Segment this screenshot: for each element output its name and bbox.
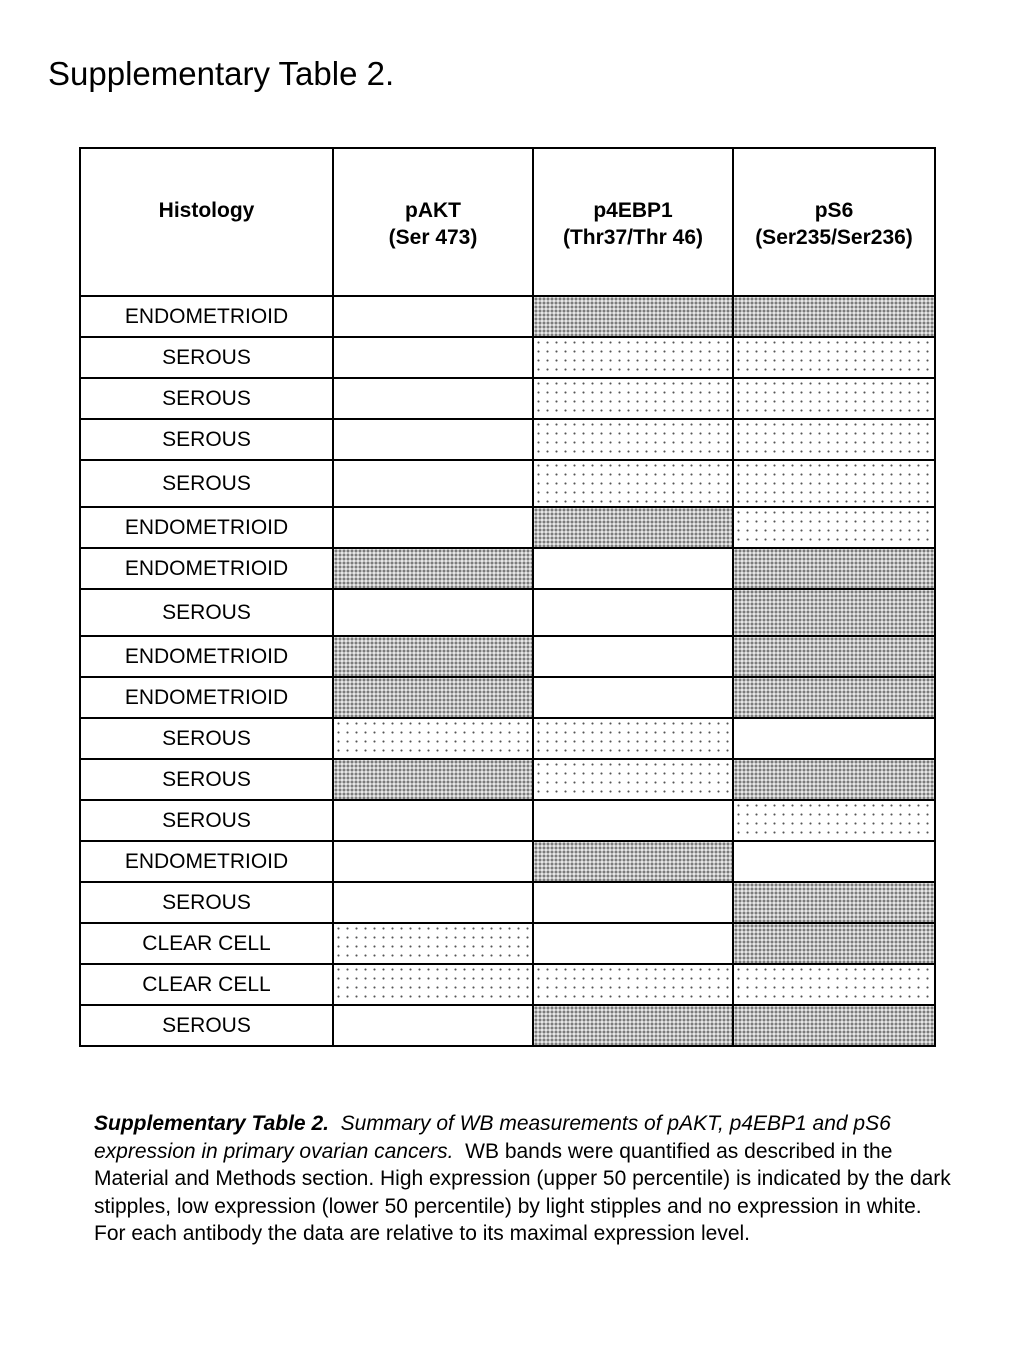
histology-cell: SEROUS [80,460,333,507]
table-row [80,296,935,337]
header-p4ebp1-name: p4EBP1 [593,199,673,222]
ps6-expression-cell [733,636,935,677]
histology-cell: CLEAR CELL [80,923,333,964]
ps6-expression-cell [733,296,935,337]
table-row [80,964,935,1005]
p4ebp1-expression-cell [533,507,733,548]
table-row [80,882,935,923]
histology-cell: ENDOMETRIOID [80,677,333,718]
p4ebp1-expression-cell [533,1005,733,1046]
table-row [80,378,935,419]
ps6-expression-cell [733,419,935,460]
p4ebp1-expression-cell [533,419,733,460]
header-pakt-site: (Ser 473) [388,226,478,249]
pakt-expression-cell [333,337,533,378]
histology-cell: SEROUS [80,589,333,636]
ps6-expression-cell [733,841,935,882]
pakt-expression-cell [333,882,533,923]
p4ebp1-expression-cell [533,759,733,800]
header-ps6-site: (Ser235/Ser236) [755,226,913,249]
pakt-expression-cell [333,636,533,677]
pakt-expression-cell [333,589,533,636]
table-row [80,507,935,548]
header-histology [80,148,333,296]
histology-cell: ENDOMETRIOID [80,296,333,337]
pakt-expression-cell [333,718,533,759]
ps6-expression-cell [733,718,935,759]
table-header-row [80,148,935,296]
table-row [80,800,935,841]
caption-lead: Supplementary Table 2. [94,1112,329,1135]
histology-cell: SEROUS [80,378,333,419]
table-row [80,589,935,636]
table-row [80,718,935,759]
ps6-expression-cell [733,589,935,636]
table-caption [94,1110,954,1248]
table-row [80,841,935,882]
pakt-expression-cell [333,378,533,419]
pakt-expression-cell [333,419,533,460]
table-row [80,759,935,800]
p4ebp1-expression-cell [533,964,733,1005]
expression-table [79,147,936,1047]
header-p4ebp1-site: (Thr37/Thr 46) [562,226,704,249]
pakt-expression-cell [333,759,533,800]
ps6-expression-cell [733,1005,935,1046]
p4ebp1-expression-cell [533,841,733,882]
table-row [80,548,935,589]
p4ebp1-expression-cell [533,460,733,507]
header-ps6-name: pS6 [814,199,854,222]
page-title: Supplementary Table 2. [48,55,395,92]
histology-cell: SEROUS [80,882,333,923]
ps6-expression-cell [733,507,935,548]
p4ebp1-expression-cell [533,378,733,419]
pakt-expression-cell [333,548,533,589]
pakt-expression-cell [333,800,533,841]
histology-cell: SEROUS [80,718,333,759]
histology-cell: ENDOMETRIOID [80,548,333,589]
histology-cell: SEROUS [80,759,333,800]
ps6-expression-cell [733,677,935,718]
ps6-expression-cell [733,923,935,964]
table-row [80,636,935,677]
pakt-expression-cell [333,460,533,507]
histology-cell: ENDOMETRIOID [80,507,333,548]
pakt-expression-cell [333,841,533,882]
ps6-expression-cell [733,964,935,1005]
pakt-expression-cell [333,507,533,548]
histology-cell: ENDOMETRIOID [80,636,333,677]
header-pakt [333,148,533,296]
ps6-expression-cell [733,548,935,589]
p4ebp1-expression-cell [533,882,733,923]
pakt-expression-cell [333,923,533,964]
p4ebp1-expression-cell [533,296,733,337]
table-row [80,923,935,964]
ps6-expression-cell [733,882,935,923]
ps6-expression-cell [733,337,935,378]
header-pakt-name: pAKT [405,199,461,222]
p4ebp1-expression-cell [533,636,733,677]
ps6-expression-cell [733,460,935,507]
histology-cell: SEROUS [80,800,333,841]
table-body [80,296,935,1046]
table-row [80,677,935,718]
caption-body: WB bands were quantified as described in the Material and Methods section. High expression (upper 50 percentile) is indicated by the dark stipples, low expression (lower 50 percentile) by light stipples and no expression in white. For each antibody the data are relative to its maximal expression level. [94,1139,951,1245]
p4ebp1-expression-cell [533,677,733,718]
histology-cell: CLEAR CELL [80,964,333,1005]
pakt-expression-cell [333,296,533,337]
p4ebp1-expression-cell [533,800,733,841]
histology-cell: SEROUS [80,419,333,460]
histology-cell: SEROUS [80,1005,333,1046]
pakt-expression-cell [333,677,533,718]
ps6-expression-cell [733,800,935,841]
p4ebp1-expression-cell [533,718,733,759]
p4ebp1-expression-cell [533,589,733,636]
ps6-expression-cell [733,378,935,419]
table-row [80,337,935,378]
header-histology-label: Histology [158,199,255,222]
pakt-expression-cell [333,1005,533,1046]
caption-summary: Summary of WB measurements of pAKT, p4EBP1 and pS6 expression in primary ovarian cancers. [94,1112,891,1163]
header-p4ebp1 [533,148,733,296]
p4ebp1-expression-cell [533,548,733,589]
histology-cell: SEROUS [80,337,333,378]
header-ps6 [733,148,935,296]
pakt-expression-cell [333,964,533,1005]
table-row [80,460,935,507]
table-row [80,419,935,460]
p4ebp1-expression-cell [533,923,733,964]
table-row [80,1005,935,1046]
histology-cell: ENDOMETRIOID [80,841,333,882]
ps6-expression-cell [733,759,935,800]
p4ebp1-expression-cell [533,337,733,378]
